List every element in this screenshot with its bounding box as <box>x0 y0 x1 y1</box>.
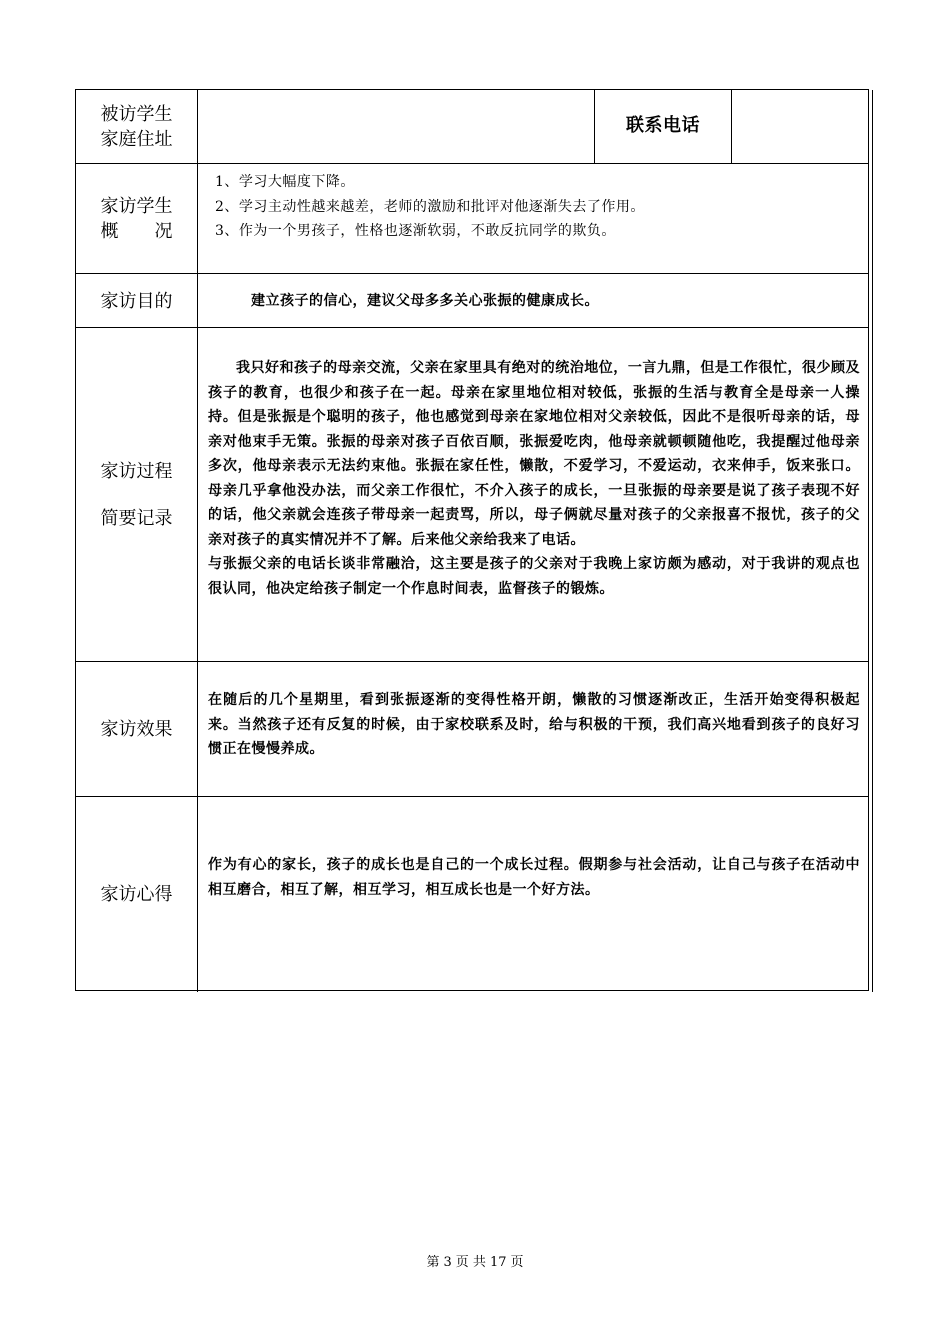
reflection-row <box>76 796 868 992</box>
effect-row <box>76 661 868 797</box>
effect-label: 家访效果 <box>76 662 198 797</box>
process-paragraph-2: 与张振父亲的电话长谈非常融洽，这主要是孩子的父亲对于我晚上家访颇为感动，对于我讲的观点也很认同，他决定给孩子制定一个作息时间表，监督孩子的锻炼。 <box>208 556 860 597</box>
footer-middle: 页 共 <box>455 1255 486 1270</box>
address-label-line1: 被访学生 <box>100 103 173 125</box>
purpose-label: 家访目的 <box>76 274 198 328</box>
page-footer <box>0 1251 950 1270</box>
table-right-border <box>872 90 873 992</box>
process-label-line1: 家访过程 <box>100 461 173 482</box>
reflection-label: 家访心得 <box>76 797 198 992</box>
overview-row <box>76 163 868 274</box>
footer-suffix: 页 <box>510 1255 524 1270</box>
process-content <box>199 328 868 662</box>
process-row <box>76 327 868 662</box>
purpose-content <box>199 274 868 328</box>
home-visit-record-table <box>75 89 869 991</box>
phone-label: 联系电话 <box>595 90 732 163</box>
reflection-text: 作为有心的家长，孩子的成长也是自己的一个成长过程。假期参与社会活动，让自己与孩子在活动中相互磨合，相互了解，相互学习，相互成长也是一个好方法。 <box>208 857 860 898</box>
address-content <box>199 90 868 163</box>
overview-label-line2: 概 况 <box>100 221 173 242</box>
address-label-line2: 家庭住址 <box>100 128 173 150</box>
footer-total-pages: 17 <box>489 1255 507 1270</box>
overview-item: 3、作为一个男孩子，性格也逐渐软弱，不敢反抗同学的欺负。 <box>215 223 616 239</box>
process-paragraph-1: 我只好和孩子的母亲交流，父亲在家里具有绝对的统治地位，一言九鼎，但是工作很忙，很少顾及孩子的教育，也很少和孩子在一起。母亲在家里地位相对较低，张振的生活与教育全是母亲一人操持。但是张振是个聪明的孩子，他也感觉到母亲在家地位相对父亲较低，因此不是很听母亲的话，母亲对他束手无策。张振的母亲对孩子百依百顺，张振爱吃肉，他母亲就顿顿随他吃，我提醒过他母亲多次，他母亲表示无法约束他。张振在家任性，懒散，不爱学习，不爱运动，衣来伸手，饭来张口。母亲几乎拿他没办法，而父亲工作很忙，不介入孩子的成长，一旦张振的母亲要是说了孩子表现不好的话，他父亲就会连孩子带母亲一起责骂，所以，母子俩就尽量对孩子的父亲报喜不报忧，孩子的父亲对孩子的真实情况并不了解。后来他父亲给我来了电话。 <box>208 360 860 548</box>
footer-page-number: 3 <box>443 1255 452 1270</box>
process-label-line2: 简要记录 <box>100 508 173 529</box>
overview-item: 1、学习大幅度下降。 <box>215 174 355 190</box>
purpose-text: 建立孩子的信心，建议父母多多关心张振的健康成长。 <box>251 292 599 309</box>
phone-value <box>732 90 868 163</box>
effect-text: 在随后的几个星期里，看到张振逐渐的变得性格开朗，懒散的习惯逐渐改正，生活开始变得积极起来。当然孩子还有反复的时候，由于家校联系及时，给与积极的干预，我们高兴地看到孩子的良好习惯正在慢慢养成。 <box>208 692 860 757</box>
purpose-row <box>76 273 868 328</box>
overview-label <box>76 164 198 274</box>
overview-content <box>199 164 868 274</box>
overview-label-line1: 家访学生 <box>100 196 173 217</box>
address-value <box>199 90 595 163</box>
footer-prefix: 第 <box>426 1255 440 1270</box>
effect-content <box>199 662 868 797</box>
reflection-content <box>199 797 868 992</box>
address-row <box>76 90 868 163</box>
overview-item: 2、学习主动性越来越差，老师的激励和批评对他逐渐失去了作用。 <box>215 198 645 215</box>
process-label <box>76 328 198 662</box>
address-label <box>76 90 198 163</box>
